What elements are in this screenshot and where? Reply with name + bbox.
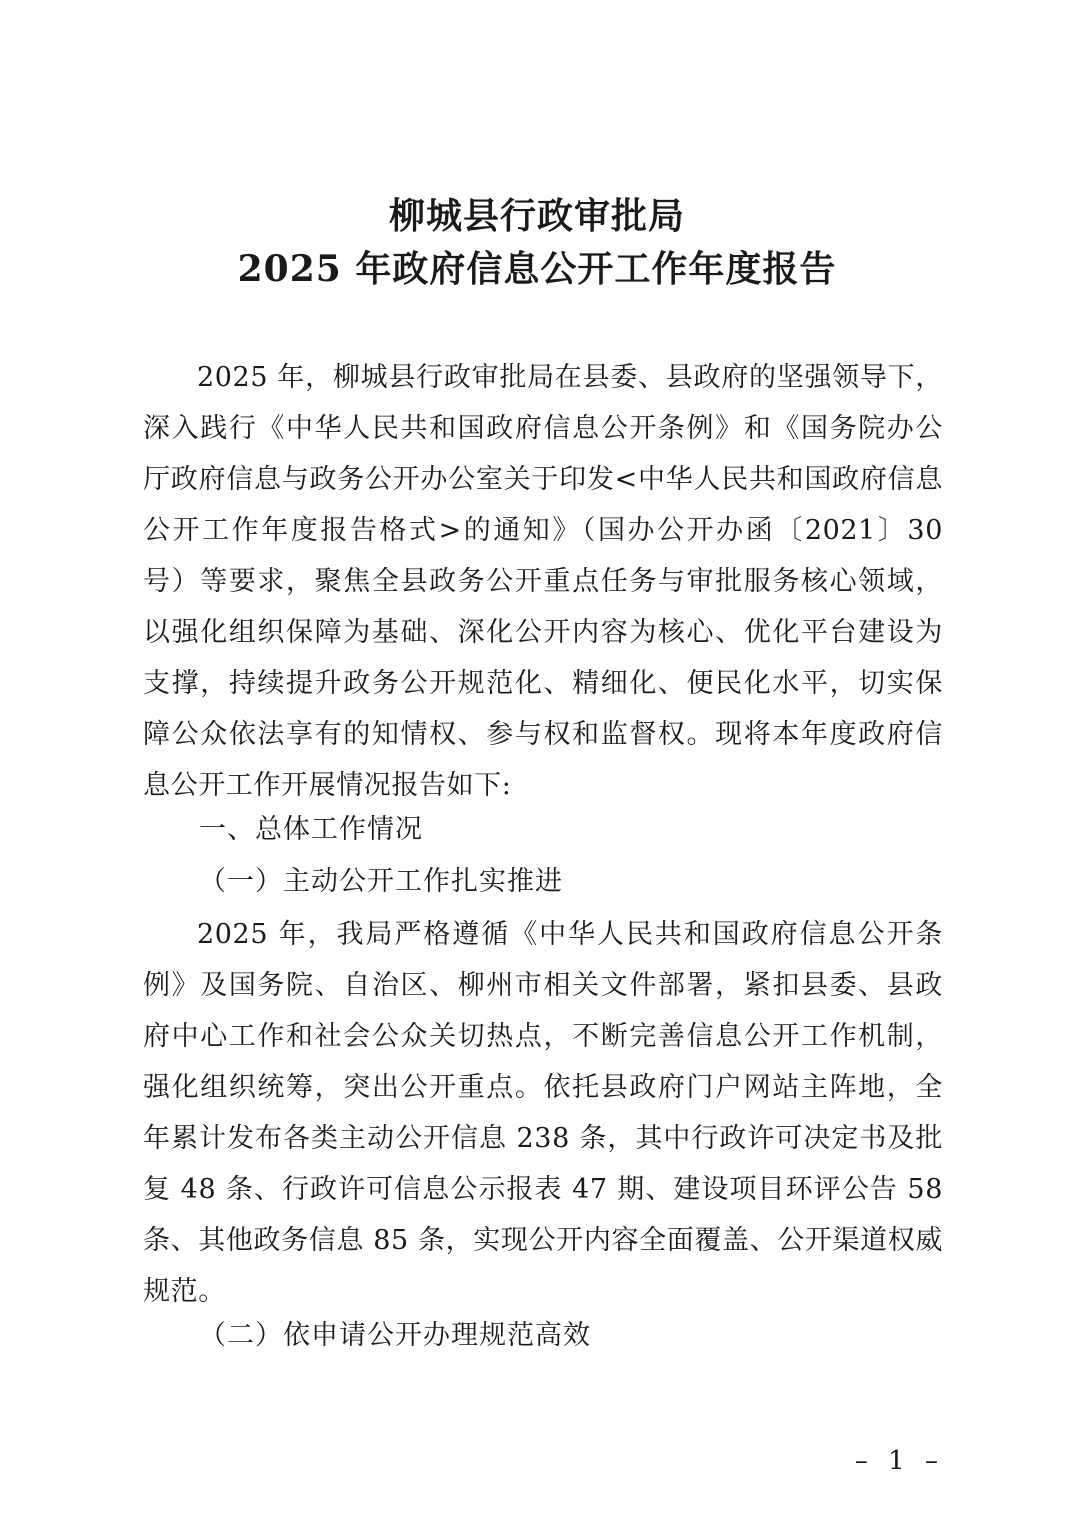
section-heading-overall: 一、总体工作情况: [199, 814, 423, 845]
subsection-heading-proactive-disclosure: （一）主动公开工作扎实推进: [199, 866, 563, 897]
proactive-disclosure-paragraph: 2025 年，我局严格遵循《中华人民共和国政府信息公开条例》及国务院、自治区、柳州市相关文件部署，紧扣县委、县政府中心工作和社会公众关切热点，不断完善信息公开工作机制，强化组织统筹，突出公开重点。依托县政府门户网站主阵地，全年累计发布各类主动公开信息 238 条，其中行政许可决定书及批复 48 条、行政许可信息公示报表 47 期、建设项目环评公告 58 条、其他政务信息 85 条，实现公开内容全面覆盖、公开渠道权威规范。: [143, 919, 943, 1307]
intro-paragraph: 2025 年，柳城县行政审批局在县委、县政府的坚强领导下，深入践行《中华人民共和国政府信息公开条例》和《国务院办公厅政府信息与政务公开办公室关于印发<中华人民共和国政府信息公开工作年度报告格式>的通知》（国办公开办函〔2021〕30 号）等要求，聚焦全县政务公开重点任务与审批服务核心领域，以强化组织保障为基础、深化公开内容为核心、优化平台建设为支撑，持续提升政务公开规范化、精细化、便民化水平，切实保障公众依法享有的知情权、参与权和监督权。现将本年度政府信息公开工作开展情况报告如下:: [143, 362, 943, 801]
document-title-line2: 2025 年政府信息公开工作年度报告: [237, 248, 837, 290]
subsection-heading-request-disclosure: （二）依申请公开办理规范高效: [199, 1320, 591, 1351]
document-title-line1: 柳城县行政审批局: [388, 195, 685, 237]
page-number: – 1 –: [854, 1446, 944, 1476]
